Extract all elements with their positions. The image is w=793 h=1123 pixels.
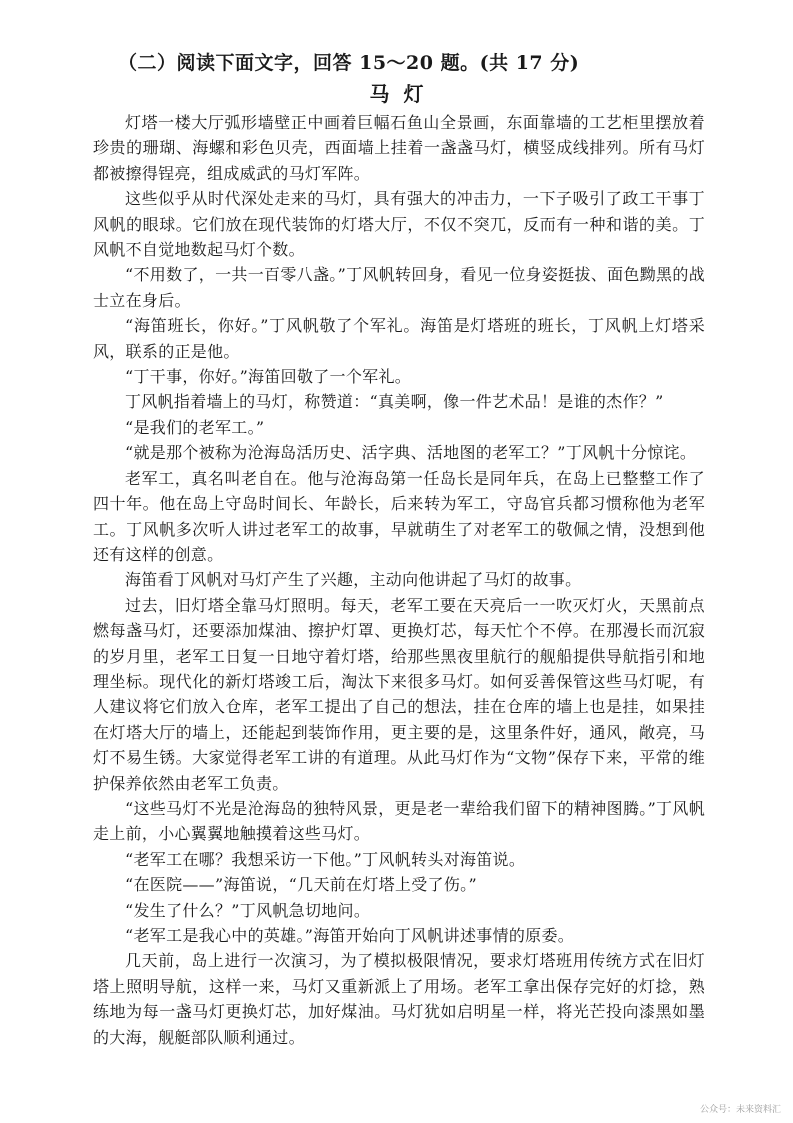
paragraph: “老军工在哪？我想采访一下他。”丁风帆转头对海笛说。: [125, 849, 526, 869]
paragraph: “是我们的老军工。”: [125, 417, 265, 437]
article-title: 马灯: [369, 82, 438, 106]
watermark-text: 公众号：未来资料汇: [699, 1105, 781, 1115]
paragraph: 丁风帆指着墙上的马灯，称赞道：“真美啊，像一件艺术品！是谁的杰作？”: [125, 392, 664, 412]
paragraph: “在医院——”海笛说，“几天前在灯塔上受了伤。”: [125, 875, 477, 895]
paragraph: 海笛看丁风帆对马灯产生了兴趣，主动向他讲起了马灯的故事。: [125, 570, 582, 590]
paragraph: 过去，旧灯塔全靠马灯照明。每天，老军工要在天亮后一一吹灭灯火，天黑前点燃每盏马灯，还要添加煤油、擦护灯罩、更换灯芯，每天忙个不停。在那漫长而沉寂的岁月里，老军工日复一日地守着灯塔，给那些黑夜里航行的舰船提供导航指引和地理坐标。现代化的新灯塔竣工后，淘汰下来很多马灯。如何妥善保管这些马灯呢，有人建议将它们放入仓库，老军工提出了自己的想法，挂在仓库的墙上也是挂，如果挂在灯塔大厅的墙上，还能起到装饰作用，更主要的是，这里条件好，通风，敞亮，马灯不易生锈。大家觉得老军工讲的有道理。从此马灯作为“文物”保存下来，平常的维护保养依然由老军工负责。: [93, 595, 705, 793]
paragraph: “海笛班长，你好。”丁风帆敬了个军礼。海笛是灯塔班的班长，丁风帆上灯塔采风，联系的正是他。: [93, 316, 705, 361]
paragraph: 几天前，岛上进行一次演习，为了模拟极限情况，要求灯塔班用传统方式在旧灯塔上照明导航，这样一来，马灯又重新派上了用场。老军工拿出保存完好的灯捻，熟练地为每一盏马灯更换灯芯，加好煤油。马灯犹如启明星一样，将光芒投向漆黑如墨的大海，舰艇部队顺利通过。: [93, 951, 705, 1047]
paragraph: “老军工是我心中的英雄。”海笛开始向丁风帆讲述事情的原委。: [125, 926, 575, 945]
paragraph: “就是那个被称为沧海岛活历史、活字典、活地图的老军工？”丁风帆十分惊诧。: [125, 443, 697, 463]
paragraph: 这些似乎从时代深处走来的马灯，具有强大的冲击力，一下子吸引了政工干事丁风帆的眼球。它们放在现代装饰的灯塔大厅，不仅不突兀，反而有一种和谐的美。丁风帆不自觉地数起马灯个数。: [93, 189, 705, 260]
paragraph: 灯塔一楼大厅弧形墙壁正中画着巨幅石鱼山全景画，东面靠墙的工艺柜里摆放着珍贵的珊瑚、海螺和彩色贝壳，西面墙上挂着一盏盏马灯，横竖成线排列。所有马灯都被擦得锃亮，组成威武的马灯军阵。: [93, 113, 705, 183]
article-body: [93, 110, 705, 1050]
paragraph: “丁干事，你好。”海笛回敬了一个军礼。: [125, 367, 412, 387]
paragraph: 老军工，真名叫老自在。他与沧海岛第一任岛长是同年兵，在岛上已整整工作了四十年。他在岛上守岛时间长、年龄长，后来转为军工，守岛官兵都习惯称他为老军工。丁风帆多次听人讲过老军工的故事，早就萌生了对老军工的敬佩之情，没想到他还有这样的创意。: [93, 468, 705, 564]
paragraph: “这些马灯不光是沧海岛的独特风景，更是老一辈给我们留下的精神图腾。”丁风帆走上前，小心翼翼地触摸着这些马灯。: [93, 798, 705, 844]
section-heading: （二）阅读下面文字，回答 15～20 题。(共 17 分): [118, 52, 580, 74]
paragraph: “不用数了，一共一百零八盏。”丁风帆转回身，看见一位身姿挺拔、面色黝黑的战士立在身后。: [93, 265, 705, 310]
paragraph: “发生了什么？”丁风帆急切地问。: [125, 900, 371, 920]
